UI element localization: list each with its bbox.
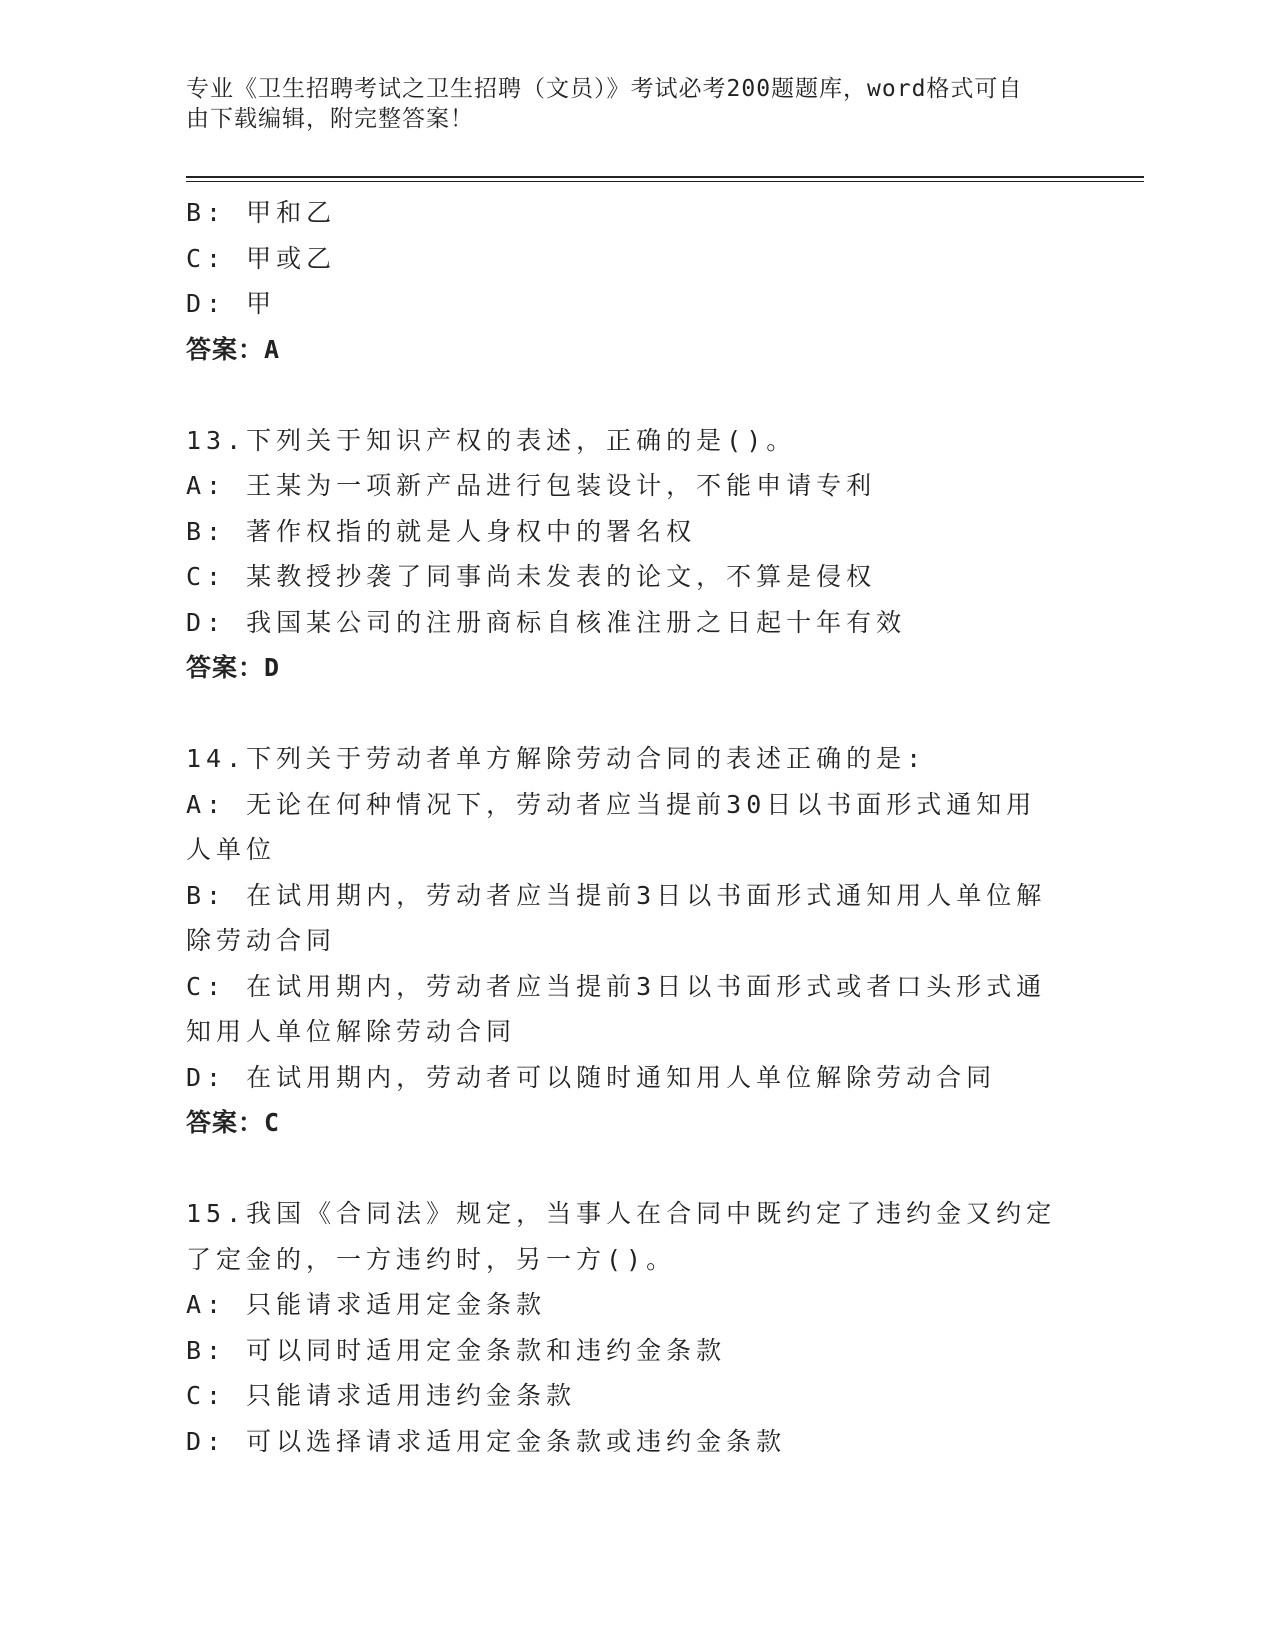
spacer: [186, 691, 1066, 737]
question-stem: 13.下列关于知识产权的表述，正确的是()。: [186, 425, 797, 455]
option-d: D: 可以选择请求适用定金条款或违约金条款: [186, 1426, 787, 1456]
question-list: [186, 190, 1066, 1464]
answer-line: 答案：D: [186, 653, 281, 682]
header-rule-thick: [186, 176, 1144, 178]
spacer: [186, 372, 1066, 418]
option-d: D: 在试用期内，劳动者可以随时通知用人单位解除劳动合同: [186, 1062, 997, 1092]
document-header: [186, 74, 1066, 134]
question-stem: 15.我国《合同法》规定，当事人在合同中既约定了违约金又约定了定金的，一方违约时，另一方()。: [186, 1199, 1057, 1274]
option-c: C: 在试用期内，劳动者应当提前3日以书面形式或者口头形式通知用人单位解除劳动合同: [186, 971, 1047, 1046]
question-stem: 14.下列关于劳动者单方解除劳动合同的表述正确的是:: [186, 744, 927, 773]
question-15: [186, 1191, 1066, 1464]
option-c: C: 某教授抄袭了同事尚未发表的论文，不算是侵权: [186, 562, 877, 591]
header-line-2: 由下载编辑，附完整答案！: [186, 106, 474, 132]
question-14: [186, 736, 1066, 1146]
option-b: B: 在试用期内，劳动者应当提前3日以书面形式通知用人单位解除劳动合同: [186, 880, 1047, 955]
option-a: A: 无论在何种情况下，劳动者应当提前30日以书面形式通知用人单位: [186, 789, 1037, 864]
header-rule-thin: [186, 181, 1144, 182]
option-c: C: 甲或乙: [186, 243, 337, 273]
spacer: [186, 1146, 1066, 1192]
option-b: B: 甲和乙: [186, 198, 337, 227]
option-a: A: 只能请求适用定金条款: [186, 1290, 547, 1319]
answer-line: 答案：A: [186, 334, 281, 364]
option-d: D: 甲: [186, 289, 277, 318]
answer-line: 答案：C: [186, 1108, 281, 1137]
option-b: B: 可以同时适用定金条款和违约金条款: [186, 1335, 727, 1365]
question-12-tail: [186, 190, 1066, 372]
option-a: A: 王某为一项新产品进行包装设计，不能申请专利: [186, 471, 877, 500]
option-b: B: 著作权指的就是人身权中的署名权: [186, 516, 697, 546]
question-13: [186, 418, 1066, 691]
header-line-1: 专业《卫生招聘考试之卫生招聘（文员）》考试必考200题题库，word格式可自: [186, 76, 1023, 102]
option-c: C: 只能请求适用违约金条款: [186, 1381, 577, 1410]
option-d: D: 我国某公司的注册商标自核准注册之日起十年有效: [186, 607, 907, 637]
